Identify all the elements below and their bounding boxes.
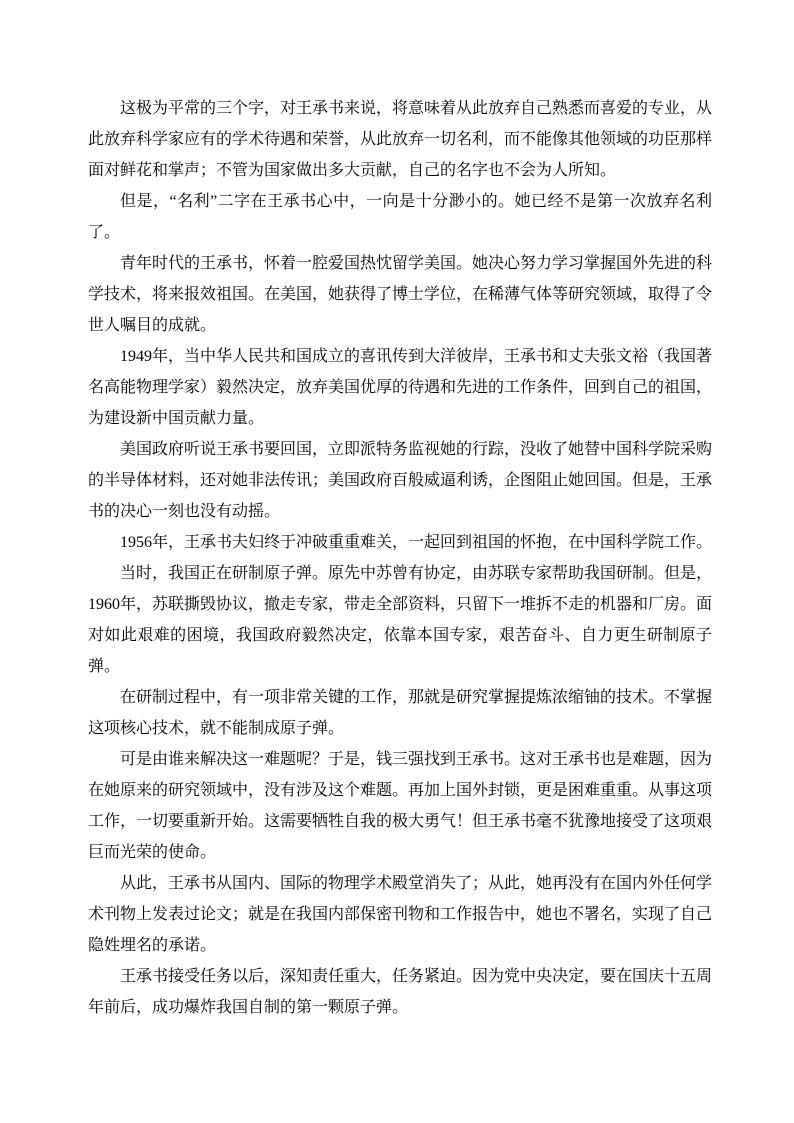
paragraph: 1956年，王承书夫妇终于冲破重重难关，一起回到祖国的怀抱，在中国科学院工作。 bbox=[120, 534, 713, 551]
paragraph: 青年时代的王承书，怀着一腔爱国热忱留学美国。她决心努力学习掌握国外先进的科学技术，将来报效祖国。在美国，她获得了博士学位，在稀薄气体等研究领域，取得了令世人嘱目的成就。 bbox=[88, 255, 713, 334]
paragraph: 当时，我国正在研制原子弹。原先中苏曾有协定，由苏联专家帮助我国研制。但是，1960年，苏联撕毁协议，撤走专家，带走全部资料，只留下一堆拆不走的机器和厂房。面对如此艰难的困境，我国政府毅然决定，依靠本国专家，艰苦奋斗、自力更生研制原子弹。 bbox=[88, 565, 713, 675]
paragraph: 王承书接受任务以后，深知责任重大，任务紧迫。因为党中央决定，要在国庆十五周年前后，成功爆炸我国自制的第一颗原子弹。 bbox=[88, 968, 713, 1016]
paragraph: 这极为平常的三个字，对王承书来说，将意味着从此放弃自己熟悉而喜爱的专业，从此放弃科学家应有的学术待遇和荣誉，从此放弃一切名利，而不能像其他领域的功臣那样面对鲜花和掌声；不管为国家做出多大贡献，自己的名字也不会为人所知。 bbox=[88, 100, 713, 179]
paragraph: 但是，“名利”二字在王承书心中，一向是十分渺小的。她已经不是第一次放弃名利了。 bbox=[88, 193, 712, 241]
paragraph: 美国政府听说王承书要回国，立即派特务监视她的行踪，没收了她替中国科学院采购的半导体材料，还对她非法传讯；美国政府百般威逼利诱，企图阻止她回国。但是，王承书的决心一刻也没有动摇。 bbox=[88, 441, 713, 520]
document-body bbox=[88, 93, 712, 1023]
paragraph: 1949年，当中华人民共和国成立的喜讯传到大洋彼岸，王承书和丈夫张文裕（我国著名高能物理学家）毅然决定，放弃美国优厚的待遇和先进的工作条件，回到自己的祖国，为建设新中国贡献力量。 bbox=[88, 348, 713, 427]
paragraph: 从此，王承书从国内、国际的物理学术殿堂消失了；从此，她再没有在国内外任何学术刊物上发表过论文；就是在我国内部保密刊物和工作报告中，她也不署名，实现了自己隐姓埋名的承诺。 bbox=[88, 875, 713, 954]
paragraph: 可是由谁来解决这一难题呢？于是，钱三强找到王承书。这对王承书也是难题，因为在她原来的研究领域中，没有涉及这个难题。再加上国外封锁，更是困难重重。从事这项工作，一切要重新开始。这需要牺牲自我的极大勇气！但王承书毫不犹豫地接受了这项艰巨而光荣的使命。 bbox=[88, 751, 713, 861]
paragraph: 在研制过程中，有一项非常关键的工作，那就是研究掌握提炼浓缩铀的技术。不掌握这项核心技术，就不能制成原子弹。 bbox=[88, 689, 713, 737]
